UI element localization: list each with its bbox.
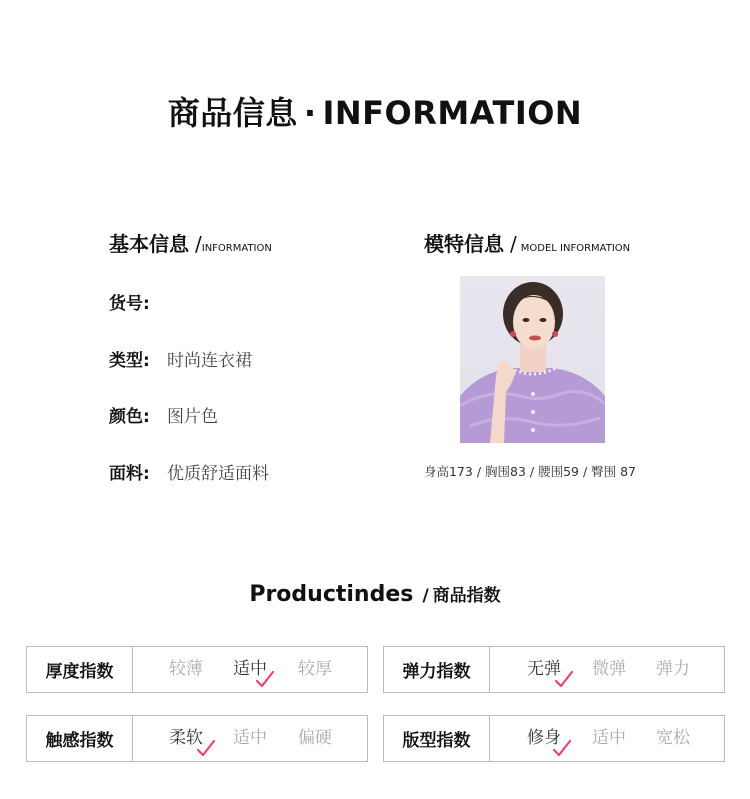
page-title [0,88,750,134]
product-index-heading-sep: / [422,586,429,606]
basic-info-heading [109,228,272,257]
type-value: 时尚连衣裙 [167,351,252,371]
fit-option-loose: 宽松 [656,728,690,748]
fit-option-regular: 适中 [592,728,626,748]
sku-label: 货号: [109,294,150,314]
heading-slash: / [510,232,517,256]
model-measurements: 身高173 / 胸围83 / 腰围59 / 臀围 87 [423,464,637,479]
thickness-index-label: 厚度指数 [27,647,133,692]
fit-index [383,715,725,762]
thickness-index [26,646,368,693]
product-index-heading-en: Productindes [249,582,414,607]
elasticity-option-slight: 微弹 [592,659,626,679]
basic-info-heading-en: INFORMATION [201,243,272,254]
model-photo [460,276,605,443]
product-index-heading-cn: 商品指数 [432,586,501,606]
model-info-heading-cn: 模特信息 [424,232,504,256]
color-label: 颜色: [109,407,150,427]
heading-slash: / [195,232,202,256]
touch-index-label: 触感指数 [27,716,133,761]
elasticity-index-label: 弹力指数 [384,647,490,692]
product-index-heading [0,581,750,607]
thickness-option-thick: 较厚 [298,659,332,679]
elasticity-option-stretch: 弹力 [656,659,690,679]
elasticity-option-none: 无弹 [527,659,561,679]
check-icon [552,738,572,758]
check-icon [196,738,216,758]
touch-option-medium: 适中 [233,728,267,748]
fit-option-slim: 修身 [527,728,561,748]
thickness-option-thin: 较薄 [169,659,203,679]
fabric-label: 面料: [109,464,150,484]
model-info-heading [424,228,630,257]
fabric-value: 优质舒适面料 [167,464,269,484]
basic-info-heading-cn: 基本信息 [109,232,189,256]
fit-index-label: 版型指数 [384,716,490,761]
title-dot: · [303,94,317,132]
check-icon [255,669,275,689]
type-label: 类型: [109,351,150,371]
color-value: 图片色 [167,407,218,427]
touch-index [26,715,368,762]
model-illustration [460,276,605,443]
page-title-cn: 商品信息 [167,94,298,132]
touch-option-hard: 偏硬 [298,728,332,748]
model-info-heading-en: MODEL INFORMATION [520,243,631,254]
check-icon [554,669,574,689]
elasticity-index [383,646,725,693]
thickness-option-medium: 适中 [233,659,267,679]
page-title-en: INFORMATION [322,94,583,132]
touch-option-soft: 柔软 [169,728,203,748]
